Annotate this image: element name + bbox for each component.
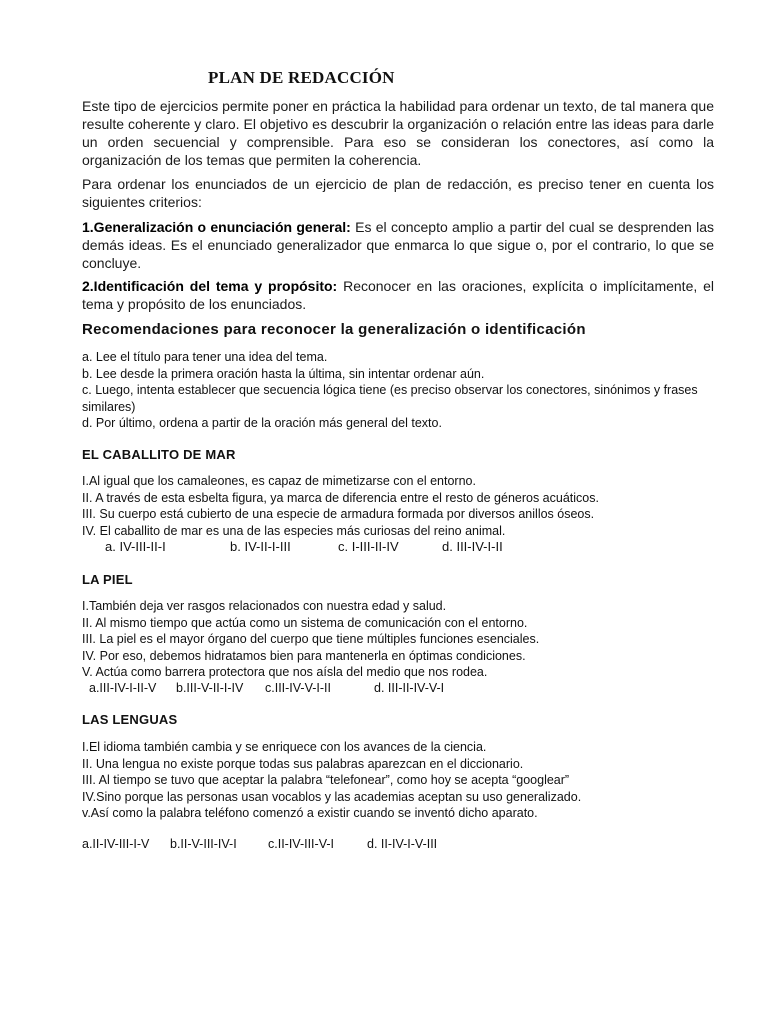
criterion-2-paragraph [82,277,714,313]
option-d: d. II-IV-I-V-III [367,837,438,851]
exercise-2-sentences [82,598,722,681]
list-item: III. Al tiempo se tuvo que aceptar la palabra “telefonear”, como hoy se acepta “googlear” [82,773,570,787]
option-d: d. III-IV-I-II [442,539,503,554]
list-item: a. Lee el título para tener una idea del tema. [82,350,328,364]
list-item: III. La piel es el mayor órgano del cuerpo que tiene múltiples funciones esenciales. [82,632,540,646]
criterion-2-label: 2.Identificación del tema y propósito: [82,278,338,294]
option-d: d. III-II-IV-V-I [374,681,445,695]
exercise-3-sentences [82,739,722,822]
criterion-1-paragraph [82,218,714,272]
criterion-2-text: Reconocer en las oraciones, explícita o implícitamente, el tema y propósito de los enunciados. [82,278,714,312]
option-a: a. IV-III-II-I [105,539,166,554]
list-item: II. Al mismo tiempo que actúa como un sistema de comunicación con el entorno. [82,615,528,630]
option-c: c.II-IV-III-V-I [268,837,334,851]
recommendations-heading: Recomendaciones para reconocer la generalización o identificación [82,321,586,338]
list-item: c. Luego, intenta establecer que secuencia lógica tiene (es preciso observar los conectores, sinónimos y frases similares) [82,383,698,414]
list-item: I.También deja ver rasgos relacionados con nuestra edad y salud. [82,599,447,613]
list-item: v.Así como la palabra teléfono comenzó a existir cuando se inventó dicho aparato. [82,806,538,820]
exercise-1-sentences [82,473,722,539]
list-item: b. Lee desde la primera oración hasta la última, sin intentar ordenar aún. [82,366,485,381]
option-c: c. I-III-II-IV [338,539,399,554]
option-a: a.III-IV-I-II-V [89,681,157,695]
option-b: b.II-V-III-IV-I [170,837,237,851]
list-item: V. Actúa como barrera protectora que nos aísla del medio que nos rodea. [82,665,488,679]
exercise-3-options [82,837,437,851]
intro-paragraph: Este tipo de ejercicios permite poner en práctica la habilidad para ordenar un texto, de tal manera que resulte coherente y claro. El objetivo es descubrir la organización o relación entre las ideas para darle un orden secuencial y comprensible. Para eso se consideran los conectores, así como la organización de los temas que permiten la coherencia. [82,98,714,168]
criterion-1-text: Es el concepto amplio a partir del cual se desprenden las demás ideas. Es el enunciado generalizador que enmarca lo que sigue o, por el contrario, lo que se concluye. [82,219,715,271]
option-b: b. IV-II-I-III [230,539,291,554]
list-item: I.El idioma también cambia y se enriquece con los avances de la ciencia. [82,740,487,754]
list-item: I.Al igual que los camaleones, es capaz de mimetizarse con el entorno. [82,474,476,488]
exercise-2-title: LA PIEL [82,572,133,587]
list-item: IV. El caballito de mar es una de las especies más curiosas del reino animal. [82,523,506,538]
exercise-1-title: EL CABALLITO DE MAR [82,447,236,462]
option-a: a.II-IV-III-I-V [82,837,150,851]
option-b: b.III-V-II-I-IV [176,681,244,695]
exercise-2-options [89,681,444,695]
exercise-3-title: LAS LENGUAS [82,712,178,727]
page-title: PLAN DE REDACCIÓN [208,68,395,87]
list-item: III. Su cuerpo está cubierto de una especie de armadura formada por diversos anillos óseos. [82,507,595,521]
list-item: IV.Sino porque las personas usan vocablos y las academias aceptan su uso generalizado. [82,789,582,804]
option-c: c.III-IV-V-I-II [265,681,331,695]
list-item: II. A través de esta esbelta figura, ya marca de diferencia entre el resto de géneros acuáticos. [82,490,599,505]
exercise-1-options [105,539,503,554]
recommendations-list [82,349,722,432]
list-item: d. Por último, ordena a partir de la oración más general del texto. [82,416,442,430]
list-item: II. Una lengua no existe porque todas sus palabras aparezcan en el diccionario. [82,756,524,771]
criteria-intro-paragraph: Para ordenar los enunciados de un ejercicio de plan de redacción, es preciso tener en cuenta los siguientes criterios: [82,176,714,210]
criterion-1-label: 1.Generalización o enunciación general: [82,219,351,235]
list-item: IV. Por eso, debemos hidratamos bien para mantenerla en óptimas condiciones. [82,648,526,663]
